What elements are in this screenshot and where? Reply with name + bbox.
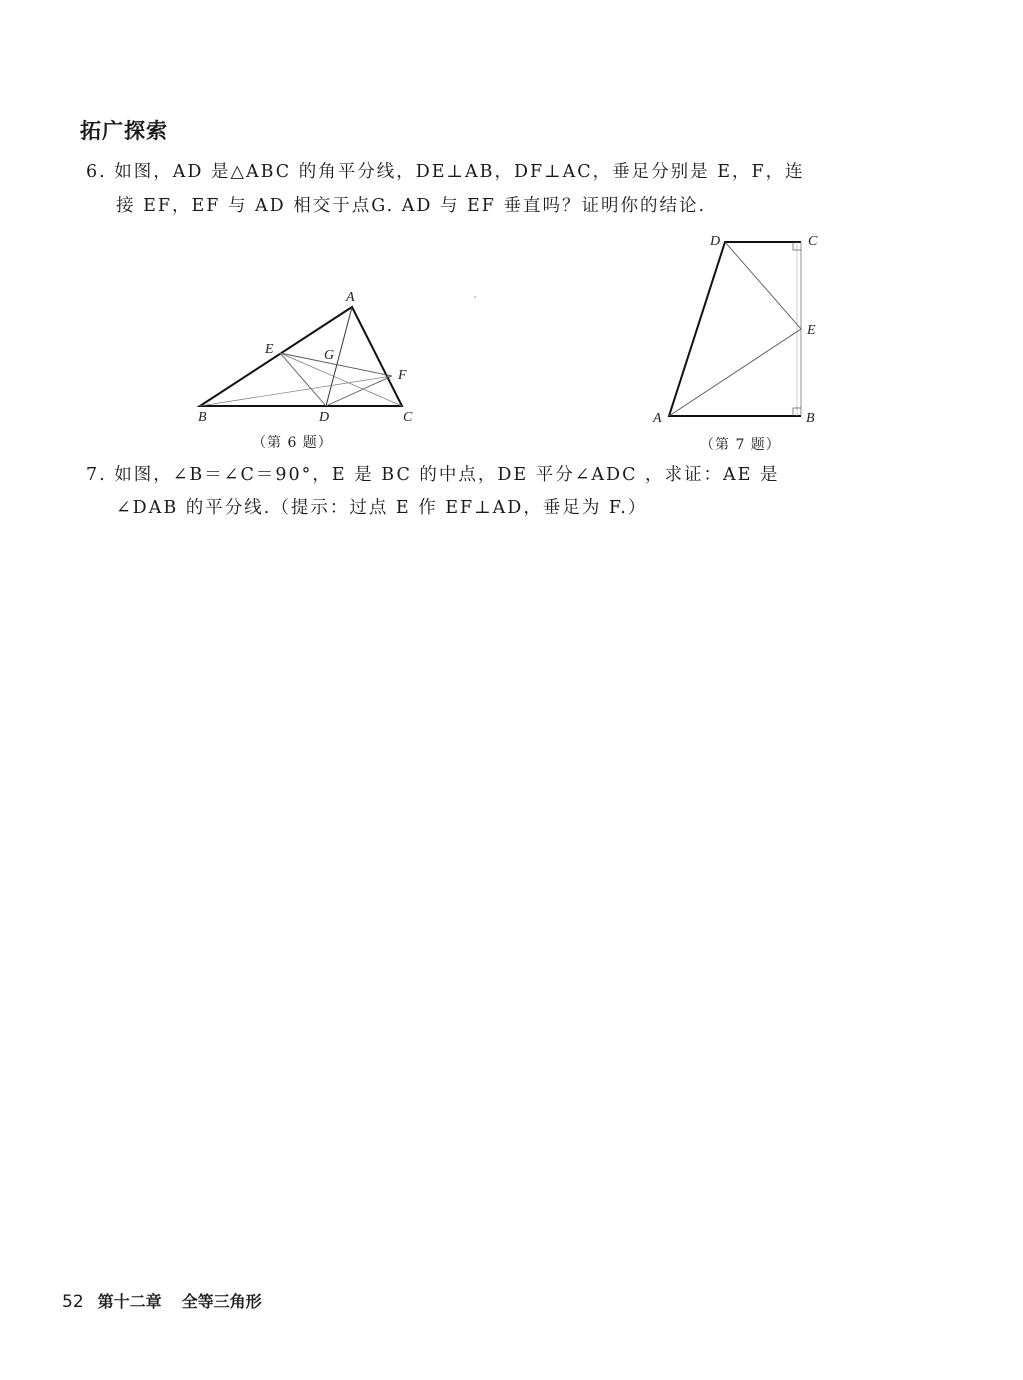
fig7-label-c: C	[808, 234, 818, 249]
chapter-label: 第十二章	[97, 1292, 162, 1311]
fig6-label-c: C	[403, 410, 413, 425]
figure-7-caption: （第 7 题）	[700, 437, 781, 453]
fig6-label-a: A	[346, 290, 355, 305]
page-footer	[62, 1289, 262, 1312]
figure-6-diagram	[190, 285, 430, 425]
fig6-label-f: F	[398, 368, 407, 383]
fig6-label-b: B	[198, 410, 207, 425]
problem-6-line-2: 接 EF，EF 与 AD 相交于点G. AD 与 EF 垂直吗？证明你的结论.	[116, 196, 707, 216]
fig7-label-d: D	[710, 234, 721, 249]
fig7-label-e: E	[807, 323, 816, 338]
page-number: 52	[62, 1292, 84, 1312]
fig6-label-g: G	[324, 348, 335, 363]
figure-6-caption: （第 6 题）	[252, 435, 333, 451]
problem-7-line-1: 7. 如图，∠B＝∠C＝90°，E 是 BC 的中点，DE 平分∠ADC ，求证：AE 是	[86, 465, 780, 485]
section-title: 拓广探索	[80, 119, 168, 143]
fig7-label-a: A	[653, 411, 662, 426]
problem-7-line-2: ∠DAB 的平分线.（提示：过点 E 作 EF⊥AD，垂足为 F.）	[116, 498, 648, 518]
figure-7-diagram	[640, 228, 840, 428]
problem-6-line-1: 6. 如图，AD 是△ABC 的角平分线，DE⊥AB，DF⊥AC，垂足分别是 E，F，连	[86, 162, 805, 182]
chapter-name: 全等三角形	[181, 1292, 262, 1311]
fig6-label-d: D	[319, 410, 330, 425]
fig7-label-b: B	[806, 411, 815, 426]
stray-mark	[474, 296, 476, 298]
fig6-label-e: E	[265, 342, 274, 357]
